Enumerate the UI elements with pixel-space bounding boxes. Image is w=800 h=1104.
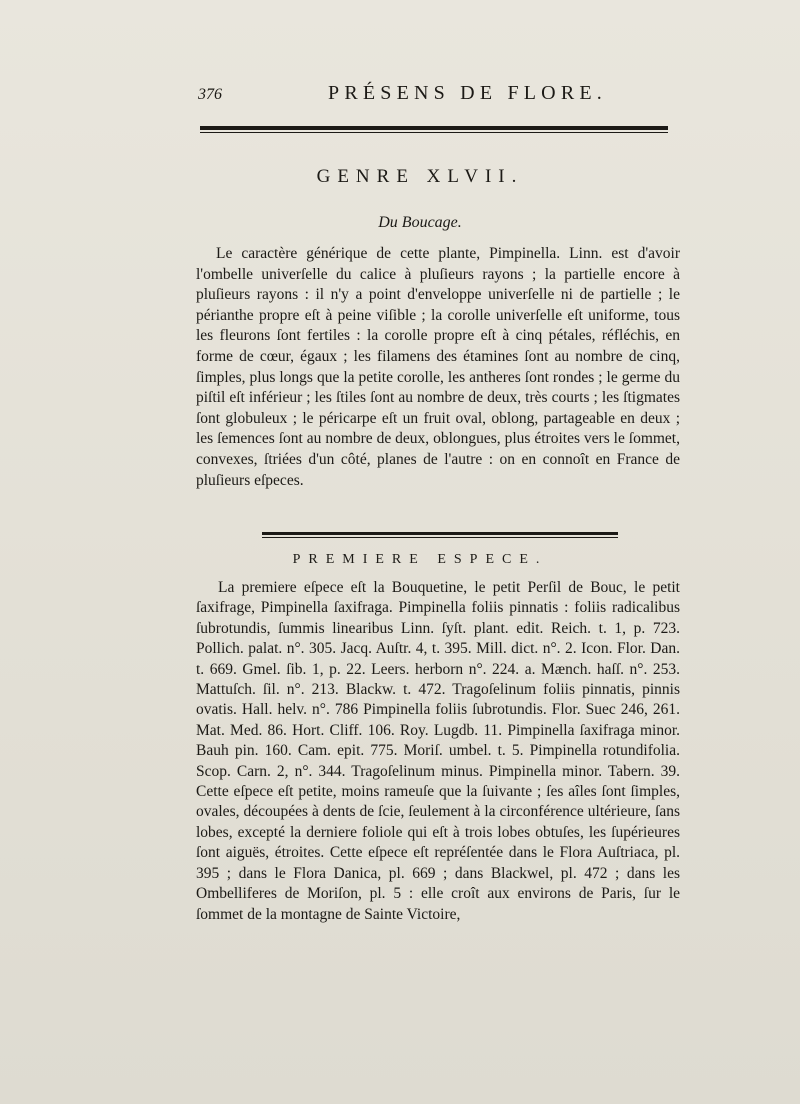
header-rule bbox=[200, 126, 668, 130]
page-number: 376 bbox=[198, 86, 222, 103]
genre-title: GENRE XLVII. bbox=[316, 166, 524, 187]
espece-title: PREMIERE ESPECE. bbox=[292, 552, 548, 567]
genre-subtitle: Du Boucage. bbox=[378, 214, 462, 231]
running-title: PRÉSENS DE FLORE. bbox=[328, 82, 607, 104]
genre-description: Le caractère générique de cette plante, Pimpinella. Linn. est d'avoir l'ombelle univerſelle du calice à pluſieurs rayons ; la partielle encore à pluſieurs rayons : il n'y a point d'enveloppe univerſelle ni de partielle ; le périanthe propre eſt à peine viſible ; la corolle univerſelle eſt uniforme, tous les fleurons ſont fertiles : la corolle propre eſt à cinq pétales, réfléchis, en forme de cœur, égaux ; les filamens des étamines ſont au nombre de cinq, ſimples, plus longs que la petite corolle, les antheres ſont rondes ; le germe du piſtil eſt inférieur ; les ſtiles ſont au nombre de deux, très courts ; les ſtigmates ſont globuleux ; le péricarpe eſt un fruit oval, oblong, partageable en deux ; les ſemences ſont au nombre de deux, oblongues, plus étroites vers le ſommet, convexes, ſtriées d'un côté, planes de l'autre : on en connoît en France de pluſieurs eſpeces. bbox=[196, 245, 680, 489]
section-divider bbox=[262, 532, 618, 535]
espece-description: La premiere eſpece eſt la Bouquetine, le petit Perſil de Bouc, le petit ſaxifrage, Pimpinella ſaxifraga. Pimpinella foliis pinnatis : foliis radicalibus ſubrotundis, ſummis linearibus Linn. ſyſt. plant. edit. Reich. t. 1, p. 723. Pollich. palat. n°. 305. Jacq. Auſtr. 4, t. 395. Mill. dict. n°. 2. Icon. Flor. Dan. t. 669. Gmel. ſib. 1, p. 22. Leers. herborn n°. 224. a. Mænch. haſſ. n°. 253. Mattuſch. ſil. n°. 213. Blackw. t. 472. Tragoſelinum foliis pinnatis, pinnis ovatis. Hall. helv. n°. 786 Pimpinella foliis ſubrotundis. Flor. Suec 246, 261. Mat. Med. 86. Hort. Cliff. 106. Roy. Lugdb. 11. Pimpinella ſaxifraga minor. Bauh pin. 160. Cam. epit. 775. Moriſ. umbel. t. 5. Pimpinella rotundifolia. Scop. Carn. 2, n°. 344. Tragoſelinum minus. Pimpinella minor. Tabern. 39. Cette eſpece eſt petite, moins rameuſe que la ſuivante ; ſes aîles ſont ſimples, ovales, découpées à dents de ſcie, ſeulement à la circonférence ultérieure, ſans lobes, excepté la derniere foliole qui eſt à trois lobes obtuſes, les ſupérieures ſont aiguës, étroites. Cette eſpece eſt repréſentée dans le Flora Auſtriaca, pl. 395 ; dans le Flora Danica, pl. 669 ; dans Blackwel, pl. 472 ; dans les Ombelliferes de Moriſon, pl. 5 : elle croît aux environs de Paris, ſur le ſommet de la montagne de Sainte Victoire, bbox=[196, 579, 680, 923]
page-header bbox=[198, 82, 668, 112]
